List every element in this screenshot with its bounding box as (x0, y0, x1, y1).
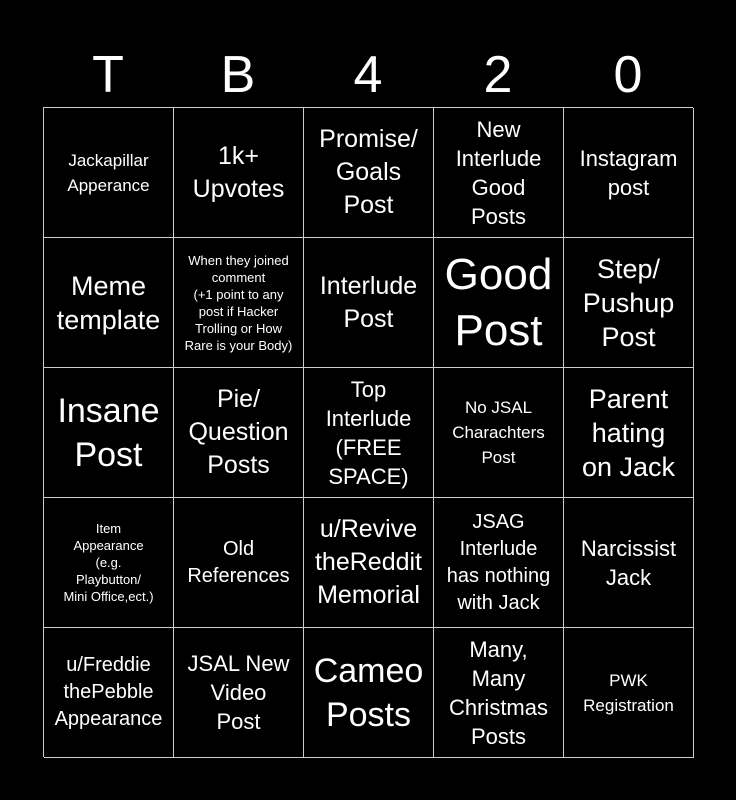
bingo-cell[interactable]: Promise/ Goals Post (304, 108, 434, 238)
header-letter: 2 (483, 46, 513, 104)
bingo-cell[interactable]: Item Appearance (e.g. Playbutton/ Mini Office,ect.) (44, 498, 174, 628)
bingo-cell[interactable]: PWK Registration (564, 628, 694, 758)
header-letter: B (220, 46, 256, 104)
bingo-cell[interactable]: Many, Many Christmas Posts (434, 628, 564, 758)
bingo-cell[interactable]: Insane Post (44, 368, 174, 498)
bingo-header (43, 42, 693, 108)
bingo-cell[interactable]: u/Revive theReddit Memorial (304, 498, 434, 628)
bingo-cell[interactable]: Good Post (434, 238, 564, 368)
bingo-cell[interactable]: Cameo Posts (304, 628, 434, 758)
bingo-cell[interactable]: Interlude Post (304, 238, 434, 368)
bingo-cell[interactable]: Old References (174, 498, 304, 628)
bingo-grid (43, 107, 693, 757)
bingo-cell[interactable]: No JSAL Charachters Post (434, 368, 564, 498)
bingo-cell[interactable]: 1k+ Upvotes (174, 108, 304, 238)
bingo-cell[interactable]: JSAL New Video Post (174, 628, 304, 758)
bingo-cell[interactable]: Top Interlude (FREE SPACE) (304, 368, 434, 498)
header-letter: 4 (353, 46, 383, 104)
bingo-cell[interactable]: Step/ Pushup Post (564, 238, 694, 368)
bingo-cell[interactable]: Pie/ Question Posts (174, 368, 304, 498)
bingo-cell[interactable]: JSAG Interlude has nothing with Jack (434, 498, 564, 628)
bingo-cell[interactable]: Instagram post (564, 108, 694, 238)
bingo-cell[interactable]: Parent hating on Jack (564, 368, 694, 498)
header-letter: 0 (613, 46, 643, 104)
header-letter: T (92, 46, 124, 104)
bingo-cell[interactable]: Jackapillar Apperance (44, 108, 174, 238)
bingo-cell[interactable]: u/Freddie thePebble Appearance (44, 628, 174, 758)
bingo-cell[interactable]: Narcissist Jack (564, 498, 694, 628)
bingo-cell[interactable]: When they joined comment (+1 point to any post if Hacker Trolling or How Rare is your Body) (174, 238, 304, 368)
bingo-cell[interactable]: New Interlude Good Posts (434, 108, 564, 238)
bingo-cell[interactable]: Meme template (44, 238, 174, 368)
